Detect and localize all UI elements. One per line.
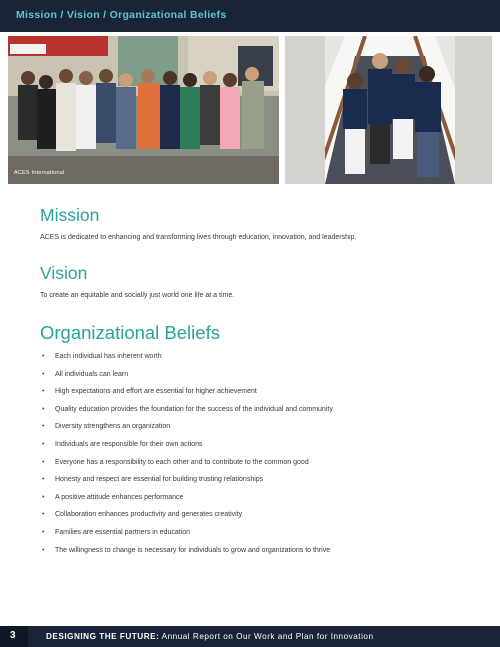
- mission-heading: Mission: [40, 205, 100, 225]
- bullet-icon: •: [42, 528, 45, 536]
- team-photo-staircase: [285, 36, 492, 184]
- bullet-icon: •: [42, 370, 45, 378]
- beliefs-section: [40, 322, 470, 563]
- vision-text: To create an equitable and socially just world one life at a time.: [40, 292, 235, 299]
- list-item: • Honesty and respect are essential for building trusting relationships: [42, 476, 264, 484]
- beliefs-list: [40, 352, 470, 563]
- page-number-box: [0, 626, 28, 647]
- page-number: 3: [10, 630, 16, 641]
- bullet-icon: •: [42, 423, 45, 431]
- page-header-title: Mission / Vision / Organizational Beliefs: [16, 9, 227, 21]
- list-item: • All individuals can learn: [42, 370, 129, 378]
- bullet-icon: •: [42, 511, 45, 519]
- bullet-icon: •: [42, 353, 45, 360]
- group-photo-street: [8, 36, 279, 184]
- list-item: • Collaboration enhances productivity and generates creativity: [42, 511, 243, 519]
- vision-section: [40, 262, 470, 300]
- page-footer: [0, 626, 500, 647]
- bullet-icon: •: [42, 546, 45, 554]
- page-header-bar: [0, 0, 500, 32]
- list-item: • Everyone has a responsibility to each other and to contribute to the common good: [42, 458, 309, 466]
- beliefs-heading: Organizational Beliefs: [40, 322, 220, 343]
- bullet-icon: •: [42, 493, 45, 501]
- list-item: • High expectations and effort are essential for higher achievement: [42, 388, 257, 396]
- bullet-icon: •: [42, 476, 45, 484]
- bullet-icon: •: [42, 458, 45, 466]
- footer-title-bold: DESIGNING THE FUTURE:: [46, 632, 160, 641]
- bullet-icon: •: [42, 440, 45, 448]
- mission-text: ACES is dedicated to enhancing and transforming lives through education, innovation, and leadership.: [40, 234, 357, 241]
- bullet-icon: •: [42, 388, 45, 396]
- list-item: • A positive attitude enhances performance: [42, 493, 184, 501]
- vision-heading: Vision: [40, 263, 88, 283]
- mission-section: [40, 204, 470, 242]
- footer-title-rest: Annual Report on Our Work and Plan for Innovation: [159, 632, 374, 641]
- list-item: • Diversity strengthens an organization: [42, 423, 171, 431]
- photo-caption: ACES International: [14, 170, 65, 176]
- main-content: [40, 204, 470, 563]
- list-item: • Each individual has inherent worth: [42, 353, 162, 360]
- list-item: • Families are essential partners in education: [42, 528, 191, 536]
- list-item: • Quality education provides the foundation for the success of the individual and community: [42, 405, 333, 413]
- list-item: • Individuals are responsible for their own actions: [42, 440, 203, 448]
- list-item: • The willingness to change is necessary for individuals to grow and organizations to thrive: [42, 546, 331, 554]
- bullet-icon: •: [42, 405, 45, 413]
- footer-title: [46, 632, 374, 641]
